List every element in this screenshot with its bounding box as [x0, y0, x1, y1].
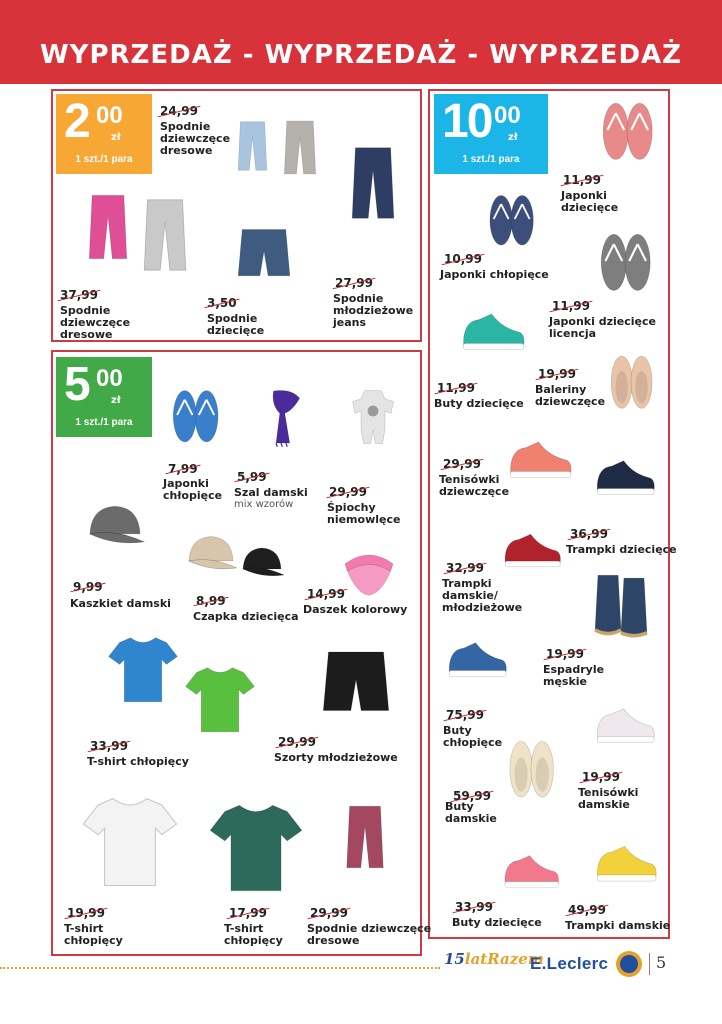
item-note: mix wzorów	[234, 499, 294, 510]
item-name: T-shirt chłopięcy	[64, 922, 123, 947]
old-price: 33,99	[90, 739, 128, 753]
sneaker-icon	[505, 420, 575, 492]
old-price: 19,99	[546, 647, 584, 661]
price-badge-10	[434, 94, 548, 174]
pants-icon	[270, 100, 330, 195]
old-price: 29,99	[329, 485, 367, 499]
brand-name: E.Leclerc	[530, 954, 609, 973]
price-cents: 00	[96, 365, 123, 392]
flip-flop-icon	[592, 94, 662, 166]
pants-icon	[125, 180, 205, 290]
sneaker-icon	[592, 822, 660, 898]
item-name: Buty chłopięce	[443, 724, 503, 749]
item-name: Japonki dziecięce licencja	[549, 315, 656, 340]
anniversary-lat: lat	[464, 950, 488, 968]
old-price: 8,99	[196, 594, 226, 608]
visor-icon	[338, 540, 400, 600]
footer-separator	[649, 953, 650, 975]
sneaker-icon	[500, 836, 562, 900]
anniversary-logo	[444, 950, 544, 968]
old-price: 37,99	[60, 288, 98, 302]
sneaker-icon	[458, 292, 528, 364]
scarf-icon	[255, 372, 317, 462]
item-name: Kaszkiet damski	[70, 597, 171, 610]
item-name: Czapka dziecięca	[193, 610, 299, 623]
pants-icon	[330, 782, 400, 892]
item-name: Baleriny dziewczęce	[535, 383, 606, 408]
item-name: Tenisówki dziewczęce	[439, 473, 510, 498]
sale-banner-title: WYPRZEDAŻ - WYPRZEDAŻ - WYPRZEDAŻ	[39, 40, 683, 70]
old-price: 59,99	[453, 789, 491, 803]
shorts-icon	[308, 640, 404, 726]
item-name: Spodnie dziewczęce dresowe	[60, 304, 131, 341]
page-number: 5	[656, 953, 667, 972]
price-badge-5	[56, 357, 152, 437]
item-name: Spodnie dziewczęce dresowe	[307, 922, 432, 947]
old-price: 19,99	[582, 770, 620, 784]
item-name: Spodnie dziecięce	[207, 312, 265, 337]
item-name: Spodnie dziewczęce dresowe	[160, 120, 231, 157]
old-price: 19,99	[67, 906, 105, 920]
price-currency: zł	[111, 132, 121, 143]
old-price: 5,99	[237, 470, 267, 484]
old-price: 27,99	[335, 276, 373, 290]
brand-logo-icon	[616, 951, 642, 977]
sneaker-icon	[592, 680, 658, 764]
price-unit: 1 szt./1 para	[75, 154, 133, 165]
price-unit: 1 szt./1 para	[75, 417, 133, 428]
item-name: Trampki damskie	[565, 919, 671, 932]
item-name: Tenisówki damskie	[578, 786, 639, 811]
sneaker-icon	[592, 430, 658, 518]
old-price: 11,99	[552, 299, 590, 313]
item-name: T-shirt chłopięcy	[224, 922, 283, 947]
item-name: Buty dziecięce	[434, 397, 524, 410]
old-price: 19,99	[538, 367, 576, 381]
price-whole: 5	[64, 358, 89, 411]
item-name: Szorty młodzieżowe	[274, 751, 398, 764]
price-currency: zł	[508, 132, 518, 143]
old-price: 33,99	[455, 900, 493, 914]
price-cents: 00	[96, 102, 123, 129]
flip-flop-icon	[478, 188, 544, 250]
sneaker-icon	[444, 615, 510, 697]
tshirt-icon	[170, 660, 270, 738]
item-name: Espadryle męskie	[543, 663, 605, 688]
price-badge-2	[56, 94, 152, 174]
item-name: Buty damskie	[445, 800, 497, 825]
item-name: Japonki chłopięce	[440, 268, 549, 281]
price-currency: zł	[111, 395, 121, 406]
item-name: T-shirt chłopięcy	[87, 755, 189, 768]
old-price: 11,99	[563, 173, 601, 187]
item-name: Buty dziecięce	[452, 916, 542, 929]
tshirt-icon	[72, 788, 188, 894]
item-name: Trampki dziecięce	[566, 543, 677, 556]
price-whole: 2	[64, 95, 89, 148]
cap-icon	[82, 490, 148, 562]
price-whole: 10	[442, 95, 492, 148]
cap-icon	[181, 525, 241, 583]
old-price: 49,99	[568, 903, 606, 917]
old-price: 75,99	[446, 708, 484, 722]
old-price: 17,99	[229, 906, 267, 920]
old-price: 24,99	[160, 104, 198, 118]
shorts-icon	[230, 212, 298, 296]
old-price: 29,99	[278, 735, 316, 749]
footer-dotted-line	[0, 967, 440, 969]
flip-flop-icon	[590, 225, 660, 297]
item-name: Szal damski	[234, 486, 308, 499]
old-price: 36,99	[570, 527, 608, 541]
item-name: Trampki damskie/ młodzieżowe	[442, 577, 523, 614]
old-price: 10,99	[444, 252, 482, 266]
old-price: 9,99	[73, 580, 103, 594]
price-unit: 1 szt./1 para	[462, 154, 520, 165]
item-name: Japonki dziecięce	[561, 189, 619, 214]
price-cents: 00	[494, 102, 521, 129]
flip-flop-icon	[163, 375, 227, 455]
old-price: 32,99	[446, 561, 484, 575]
item-name: Japonki chłopięce	[163, 477, 223, 502]
flat-shoe-icon	[600, 345, 662, 417]
espadrille-icon	[585, 560, 657, 648]
sneaker-icon	[500, 508, 564, 586]
onesie-icon	[343, 358, 403, 476]
cap-icon	[237, 535, 287, 591]
item-name: Spodnie młodzieżowe jeans	[333, 292, 414, 329]
old-price: 3,50	[207, 296, 237, 310]
anniversary-word: Razem	[487, 950, 544, 968]
item-name: Śpiochy niemowlęce	[327, 501, 401, 526]
anniversary-number: 15	[444, 950, 465, 968]
flat-shoe-icon	[498, 720, 564, 816]
item-name: Daszek kolorowy	[303, 603, 408, 616]
old-price: 14,99	[307, 587, 345, 601]
tshirt-icon	[201, 795, 311, 899]
old-price: 7,99	[168, 462, 198, 476]
pants-icon	[333, 108, 413, 258]
old-price: 11,99	[437, 381, 475, 395]
sale-banner	[0, 0, 722, 84]
old-price: 29,99	[443, 457, 481, 471]
old-price: 29,99	[310, 906, 348, 920]
